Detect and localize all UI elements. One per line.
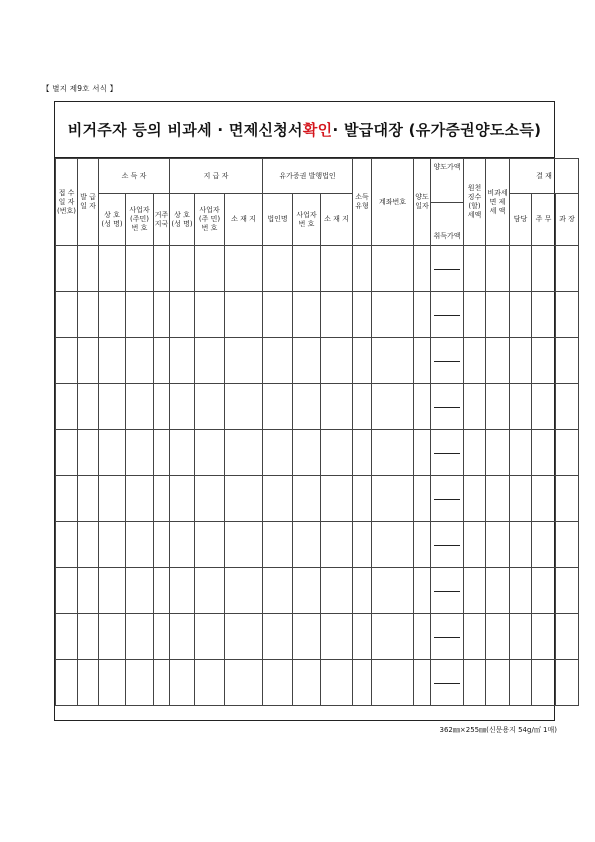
header-payer-name: 상 호 (성 명) <box>170 194 195 246</box>
entry-cell[interactable] <box>225 384 263 430</box>
entry-cell[interactable] <box>195 246 225 292</box>
entry-cell[interactable] <box>510 568 532 614</box>
entry-cell[interactable] <box>532 338 556 384</box>
entry-cell[interactable] <box>56 522 78 568</box>
header-payer-id: 사업자 (주 민) 번 호 <box>195 194 225 246</box>
entry-cell[interactable] <box>56 476 78 522</box>
entry-cell[interactable] <box>263 476 293 522</box>
register-form <box>54 101 575 721</box>
entry-cell[interactable] <box>170 384 195 430</box>
entry-cell[interactable] <box>486 522 510 568</box>
entry-cell[interactable] <box>486 568 510 614</box>
entry-cell[interactable] <box>154 522 170 568</box>
header-earner-name: 상 호 (성 명) <box>99 194 126 246</box>
entry-cell[interactable] <box>321 660 353 706</box>
header-transfer-date: 양도 일자 <box>414 159 431 246</box>
entry-cell[interactable] <box>556 476 579 522</box>
entry-cell[interactable] <box>99 660 126 706</box>
entry-cell[interactable] <box>372 430 414 476</box>
entry-cell[interactable] <box>99 522 126 568</box>
entry-cell[interactable] <box>154 660 170 706</box>
entry-cell[interactable] <box>464 476 486 522</box>
entry-cell[interactable] <box>263 292 293 338</box>
price-entry-cell[interactable] <box>431 522 464 568</box>
table-row <box>56 292 579 338</box>
entry-cell[interactable] <box>225 614 263 660</box>
entry-cell[interactable] <box>56 568 78 614</box>
entry-cell[interactable] <box>414 568 431 614</box>
entry-cell[interactable] <box>414 292 431 338</box>
entry-cell[interactable] <box>293 522 321 568</box>
entry-cell[interactable] <box>414 338 431 384</box>
entry-cell[interactable] <box>154 338 170 384</box>
form-title <box>55 102 554 158</box>
entry-cell[interactable] <box>510 660 532 706</box>
entry-cell[interactable] <box>556 430 579 476</box>
entry-cell[interactable] <box>263 384 293 430</box>
entry-cell[interactable] <box>126 338 154 384</box>
entry-cell[interactable] <box>56 338 78 384</box>
entry-cell[interactable] <box>556 384 579 430</box>
entry-cell[interactable] <box>464 384 486 430</box>
entry-cell[interactable] <box>99 246 126 292</box>
entry-cell[interactable] <box>486 384 510 430</box>
header-payer: 지 급 자 <box>170 159 263 194</box>
price-entry-cell[interactable] <box>431 568 464 614</box>
entry-cell[interactable] <box>532 614 556 660</box>
entry-cell[interactable] <box>263 338 293 384</box>
header-issuer-corp-name: 법인명 <box>263 194 293 246</box>
entry-cell[interactable] <box>321 338 353 384</box>
entry-cell[interactable] <box>293 660 321 706</box>
entry-cell[interactable] <box>486 338 510 384</box>
entry-cell[interactable] <box>78 338 99 384</box>
title-part-1: 비거주자 등의 비과세 · 면제신청서 <box>67 121 303 139</box>
entry-cell[interactable] <box>372 292 414 338</box>
entry-cell[interactable] <box>99 338 126 384</box>
entry-cell[interactable] <box>195 338 225 384</box>
entry-cell[interactable] <box>510 614 532 660</box>
header-payer-address: 소 재 지 <box>225 194 263 246</box>
entry-cell[interactable] <box>510 522 532 568</box>
entry-cell[interactable] <box>56 246 78 292</box>
entry-cell[interactable] <box>486 246 510 292</box>
header-approval-chief: 주 무 <box>532 194 556 246</box>
entry-cell[interactable] <box>532 246 556 292</box>
entry-cell[interactable] <box>78 568 99 614</box>
entry-cell[interactable] <box>486 614 510 660</box>
entry-cell[interactable] <box>195 384 225 430</box>
entry-cell[interactable] <box>126 660 154 706</box>
entry-cell[interactable] <box>556 614 579 660</box>
entry-cell[interactable] <box>99 476 126 522</box>
price-entry-cell[interactable] <box>431 476 464 522</box>
entry-cell[interactable] <box>532 522 556 568</box>
entry-cell[interactable] <box>464 246 486 292</box>
entry-cell[interactable] <box>556 338 579 384</box>
price-entry-cell[interactable] <box>431 614 464 660</box>
entry-cell[interactable] <box>464 660 486 706</box>
entry-cell[interactable] <box>510 292 532 338</box>
entry-cell[interactable] <box>510 430 532 476</box>
entry-cell[interactable] <box>263 246 293 292</box>
entry-cell[interactable] <box>170 522 195 568</box>
entry-cell[interactable] <box>486 292 510 338</box>
entry-cell[interactable] <box>464 338 486 384</box>
entry-cell[interactable] <box>353 384 372 430</box>
entry-cell[interactable] <box>126 614 154 660</box>
entry-cell[interactable] <box>353 246 372 292</box>
entry-cell[interactable] <box>99 384 126 430</box>
table-row <box>56 476 579 522</box>
register-table <box>55 158 579 706</box>
entry-cell[interactable] <box>321 246 353 292</box>
header-approval-head: 과 장 <box>556 194 579 246</box>
entry-cell[interactable] <box>170 568 195 614</box>
table-row <box>56 246 579 292</box>
entry-cell[interactable] <box>263 430 293 476</box>
entry-cell[interactable] <box>510 246 532 292</box>
entry-cell[interactable] <box>195 476 225 522</box>
entry-cell[interactable] <box>154 292 170 338</box>
entry-cell[interactable] <box>170 338 195 384</box>
entry-cell[interactable] <box>414 660 431 706</box>
header-acquisition-price: 취득가액 <box>433 232 461 240</box>
entry-cell[interactable] <box>195 522 225 568</box>
entry-cell[interactable] <box>464 430 486 476</box>
entry-cell[interactable] <box>353 522 372 568</box>
entry-cell[interactable] <box>293 292 321 338</box>
header-account-number: 계좌번호 <box>372 159 414 246</box>
entry-cell[interactable] <box>225 338 263 384</box>
entry-cell[interactable] <box>195 660 225 706</box>
entry-cell[interactable] <box>225 246 263 292</box>
header-receipt-date: 접 수 일 자 (번호) <box>56 159 78 246</box>
header-transfer-price: 양도가액 <box>433 163 461 171</box>
entry-cell[interactable] <box>78 476 99 522</box>
entry-cell[interactable] <box>293 476 321 522</box>
header-approval: 결 재 <box>510 159 579 194</box>
entry-cell[interactable] <box>372 660 414 706</box>
entry-cell[interactable] <box>126 476 154 522</box>
entry-cell[interactable] <box>195 568 225 614</box>
entry-cell[interactable] <box>99 430 126 476</box>
entry-cell[interactable] <box>56 614 78 660</box>
entry-cell[interactable] <box>170 476 195 522</box>
entry-cell[interactable] <box>78 430 99 476</box>
entry-cell[interactable] <box>170 660 195 706</box>
entry-cell[interactable] <box>154 568 170 614</box>
entry-cell[interactable] <box>556 292 579 338</box>
price-entry-cell[interactable] <box>431 384 464 430</box>
entry-cell[interactable] <box>414 246 431 292</box>
entry-cell[interactable] <box>532 660 556 706</box>
entry-cell[interactable] <box>293 338 321 384</box>
entry-cell[interactable] <box>225 476 263 522</box>
entry-cell[interactable] <box>486 660 510 706</box>
entry-cell[interactable] <box>195 292 225 338</box>
entry-cell[interactable] <box>78 246 99 292</box>
entry-cell[interactable] <box>372 476 414 522</box>
entry-cell[interactable] <box>56 660 78 706</box>
entry-cell[interactable] <box>353 476 372 522</box>
entry-cell[interactable] <box>126 292 154 338</box>
price-entry-cell[interactable] <box>431 246 464 292</box>
entry-cell[interactable] <box>372 568 414 614</box>
header-issue-date: 발 급 일 자 <box>78 159 99 246</box>
entry-cell[interactable] <box>293 568 321 614</box>
entry-cell[interactable] <box>510 384 532 430</box>
entry-cell[interactable] <box>532 430 556 476</box>
entry-cell[interactable] <box>353 660 372 706</box>
entry-cell[interactable] <box>170 614 195 660</box>
form-number-tag: 【 별지 제9호 서식 】 <box>42 84 118 93</box>
header-issuer-address: 소 재 지 <box>321 194 353 246</box>
entry-cell[interactable] <box>414 614 431 660</box>
entry-cell[interactable] <box>321 430 353 476</box>
entry-cell[interactable] <box>225 292 263 338</box>
price-entry-cell[interactable] <box>431 292 464 338</box>
entry-cell[interactable] <box>293 384 321 430</box>
entry-cell[interactable] <box>99 568 126 614</box>
table-row <box>56 338 579 384</box>
entry-cell[interactable] <box>78 384 99 430</box>
header-earner-id: 사업자 (주민) 번 호 <box>126 194 154 246</box>
entry-cell[interactable] <box>372 614 414 660</box>
entry-cell[interactable] <box>126 430 154 476</box>
entry-cell[interactable] <box>154 384 170 430</box>
entry-cell[interactable] <box>464 614 486 660</box>
entry-cell[interactable] <box>532 384 556 430</box>
table-row <box>56 660 579 706</box>
entry-cell[interactable] <box>414 384 431 430</box>
entry-cell[interactable] <box>263 522 293 568</box>
entry-cell[interactable] <box>99 614 126 660</box>
entry-cell[interactable] <box>154 614 170 660</box>
header-exempt-tax: 비과세 면 제 세 액 <box>486 159 510 246</box>
table-row <box>56 614 579 660</box>
entry-cell[interactable] <box>78 292 99 338</box>
header-income-earner: 소 득 자 <box>99 159 170 194</box>
entry-cell[interactable] <box>532 476 556 522</box>
entry-cell[interactable] <box>532 568 556 614</box>
entry-cell[interactable] <box>321 476 353 522</box>
paper-spec-note: 362㎜×255㎜(신문용지 54g/㎡ 1매) <box>439 726 557 734</box>
entry-cell[interactable] <box>225 522 263 568</box>
header-approval-staff: 담당 <box>510 194 532 246</box>
entry-cell[interactable] <box>486 430 510 476</box>
entry-cell[interactable] <box>486 476 510 522</box>
header-issuer-biz-no: 사업자 번 호 <box>293 194 321 246</box>
entry-cell[interactable] <box>414 476 431 522</box>
entry-cell[interactable] <box>78 660 99 706</box>
entry-cell[interactable] <box>353 292 372 338</box>
entry-cell[interactable] <box>556 522 579 568</box>
entry-cell[interactable] <box>126 384 154 430</box>
entry-cell[interactable] <box>464 568 486 614</box>
entry-cell[interactable] <box>263 660 293 706</box>
entry-cell[interactable] <box>321 292 353 338</box>
entry-cell[interactable] <box>372 384 414 430</box>
entry-cell[interactable] <box>372 246 414 292</box>
entry-cell[interactable] <box>225 568 263 614</box>
entry-cell[interactable] <box>353 430 372 476</box>
entry-cell[interactable] <box>225 660 263 706</box>
entry-cell[interactable] <box>154 430 170 476</box>
entry-cell[interactable] <box>56 292 78 338</box>
title-highlight: 확인 <box>302 121 333 139</box>
entry-cell[interactable] <box>556 568 579 614</box>
entry-cell[interactable] <box>56 430 78 476</box>
entry-cell[interactable] <box>510 338 532 384</box>
entry-cell[interactable] <box>414 522 431 568</box>
price-entry-cell[interactable] <box>431 430 464 476</box>
entry-cell[interactable] <box>195 430 225 476</box>
entry-cell[interactable] <box>556 660 579 706</box>
header-withholding-tax: 원천 징수 (할) 세액 <box>464 159 486 246</box>
entry-cell[interactable] <box>532 292 556 338</box>
entry-cell[interactable] <box>321 384 353 430</box>
entry-cell[interactable] <box>353 568 372 614</box>
entry-cell[interactable] <box>126 568 154 614</box>
price-entry-cell[interactable] <box>431 338 464 384</box>
entry-cell[interactable] <box>263 614 293 660</box>
entry-cell[interactable] <box>510 476 532 522</box>
entry-cell[interactable] <box>195 614 225 660</box>
header-earner-residence: 거주 지국 <box>154 194 170 246</box>
header-income-type: 소득 유형 <box>353 159 372 246</box>
entry-cell[interactable] <box>78 614 99 660</box>
entry-cell[interactable] <box>293 614 321 660</box>
entry-cell[interactable] <box>293 430 321 476</box>
entry-cell[interactable] <box>263 568 293 614</box>
table-row <box>56 522 579 568</box>
entry-cell[interactable] <box>372 338 414 384</box>
entry-cell[interactable] <box>321 522 353 568</box>
entry-cell[interactable] <box>464 522 486 568</box>
table-row <box>56 430 579 476</box>
entry-cell[interactable] <box>170 430 195 476</box>
entry-cell[interactable] <box>170 246 195 292</box>
table-row <box>56 384 579 430</box>
entry-cell[interactable] <box>170 292 195 338</box>
entry-cell[interactable] <box>225 430 263 476</box>
entry-cell[interactable] <box>372 522 414 568</box>
title-part-2: · 발급대장 (유가증권양도소득) <box>332 121 542 139</box>
table-row <box>56 568 579 614</box>
header-issuing-corporation: 유가증권 발행법인 <box>263 159 353 194</box>
entry-cell[interactable] <box>154 246 170 292</box>
entry-cell[interactable] <box>353 614 372 660</box>
entry-cell[interactable] <box>556 246 579 292</box>
entry-cell[interactable] <box>293 246 321 292</box>
entry-cell[interactable] <box>353 338 372 384</box>
entry-cell[interactable] <box>56 384 78 430</box>
entry-cell[interactable] <box>99 292 126 338</box>
entry-cell[interactable] <box>464 292 486 338</box>
entry-cell[interactable] <box>321 568 353 614</box>
entry-cell[interactable] <box>414 430 431 476</box>
entry-cell[interactable] <box>78 522 99 568</box>
price-entry-cell[interactable] <box>431 660 464 706</box>
header-price-split <box>431 159 464 246</box>
entry-cell[interactable] <box>321 614 353 660</box>
entry-cell[interactable] <box>126 246 154 292</box>
entry-cell[interactable] <box>154 476 170 522</box>
entry-cell[interactable] <box>126 522 154 568</box>
